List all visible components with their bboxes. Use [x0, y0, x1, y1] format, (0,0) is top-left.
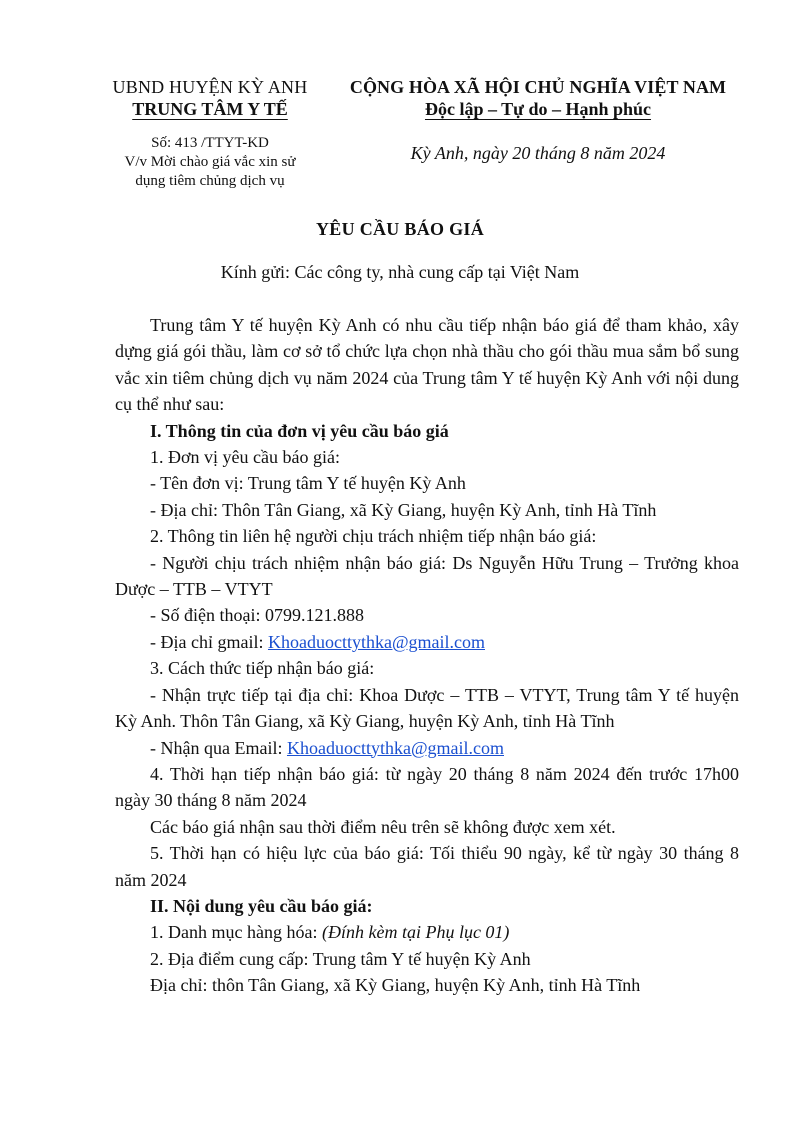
email-link[interactable]: Khoaduocttythka@gmail.com	[286, 737, 504, 758]
responsible-person: - Người chịu trách nhiệm nhận báo giá: Ds Nguyễn Hữu Trung – Trưởng khoa Dược – TTB – VTYT	[115, 552, 739, 600]
unit-address: - Địa chỉ: Thôn Tân Giang, xã Kỳ Giang, huyện Kỳ Anh, tỉnh Hà Tĩnh	[150, 499, 657, 520]
section-2-heading: II. Nội dung yêu cầu báo giá:	[150, 895, 373, 916]
direct-receipt: - Nhận trực tiếp tại địa chỉ: Khoa Dược – TTB – VTYT, Trung tâm Y tế huyện Kỳ Anh. Thôn Tân Giang, xã Kỳ Giang, huyện Kỳ Anh, tỉnh Hà Tĩnh	[115, 684, 739, 732]
section-2-item-2: 2. Địa điểm cung cấp: Trung tâm Y tế huyện Kỳ Anh	[150, 948, 531, 969]
document-number: Số: 413 /TTYT-KD	[151, 135, 269, 151]
email-label: - Nhận qua Email:	[150, 737, 287, 758]
gmail-label: - Địa chỉ gmail:	[150, 631, 268, 652]
late-note: Các báo giá nhận sau thời điểm nêu trên sẽ không được xem xét.	[150, 816, 616, 837]
subject-line-2: dụng tiêm chủng dịch vụ	[135, 173, 285, 189]
issuer-org: TRUNG TÂM Y TẾ	[132, 99, 288, 119]
unit-name: - Tên đơn vị: Trung tâm Y tế huyện Kỳ Anh	[150, 473, 466, 494]
document-body	[115, 312, 739, 999]
place-date: Kỳ Anh, ngày 20 tháng 8 năm 2024	[410, 143, 666, 163]
issuer-block	[100, 76, 320, 191]
delivery-address: Địa chỉ: thôn Tân Giang, xã Kỳ Giang, huyện Kỳ Anh, tỉnh Hà Tĩnh	[150, 975, 641, 996]
section-1-item-3: 3. Cách thức tiếp nhận báo giá:	[150, 658, 375, 679]
national-motto: Độc lập – Tự do – Hạnh phúc	[424, 99, 652, 119]
goods-list-attachment: (Đính kèm tại Phụ lục 01)	[321, 922, 510, 943]
national-title: CỘNG HÒA XÃ HỘI CHỦ NGHĨA VIỆT NAM	[349, 77, 727, 97]
recipient-line: Kính gửi: Các công ty, nhà cung cấp tại Việt Nam	[220, 262, 580, 282]
section-2-item-1	[115, 919, 739, 945]
phone-line: - Số điện thoại: 0799.121.888	[150, 605, 364, 626]
national-block	[338, 76, 738, 164]
subject-line-1: V/v Mời chào giá vắc xin sử	[124, 154, 296, 170]
gmail-link[interactable]: Khoaduocttythka@gmail.com	[267, 631, 485, 652]
goods-list-label: 1. Danh mục hàng hóa:	[150, 922, 322, 943]
document-title: YÊU CẦU BÁO GIÁ	[315, 219, 484, 239]
gmail-line	[115, 629, 739, 655]
section-1-heading: I. Thông tin của đơn vị yêu cầu báo giá	[150, 420, 449, 441]
email-line	[115, 735, 739, 761]
section-1-item-5: 5. Thời hạn có hiệu lực của báo giá: Tối thiểu 90 ngày, kể từ ngày 30 tháng 8 năm 2024	[115, 843, 739, 890]
section-1-item-1: 1. Đơn vị yêu cầu báo giá:	[150, 447, 340, 468]
section-1-item-2: 2. Thông tin liên hệ người chịu trách nhiệm tiếp nhận báo giá:	[150, 526, 597, 547]
issuer-parent-org: UBND HUYỆN KỲ ANH	[112, 77, 308, 97]
intro-paragraph: Trung tâm Y tế huyện Kỳ Anh có nhu cầu tiếp nhận báo giá để tham khảo, xây dựng giá gói thầu, làm cơ sở tổ chức lựa chọn nhà thầu cho gói thầu mua sắm bổ sung vắc xin tiêm chủng dịch vụ năm 2024 của Trung tâm Y tế huyện Kỳ Anh với nội dung cụ thể như sau:	[115, 315, 739, 415]
section-1-item-4: 4. Thời hạn tiếp nhận báo giá: từ ngày 20 tháng 8 năm 2024 đến trước 17h00 ngày 30 tháng 8 năm 2024	[115, 763, 739, 811]
